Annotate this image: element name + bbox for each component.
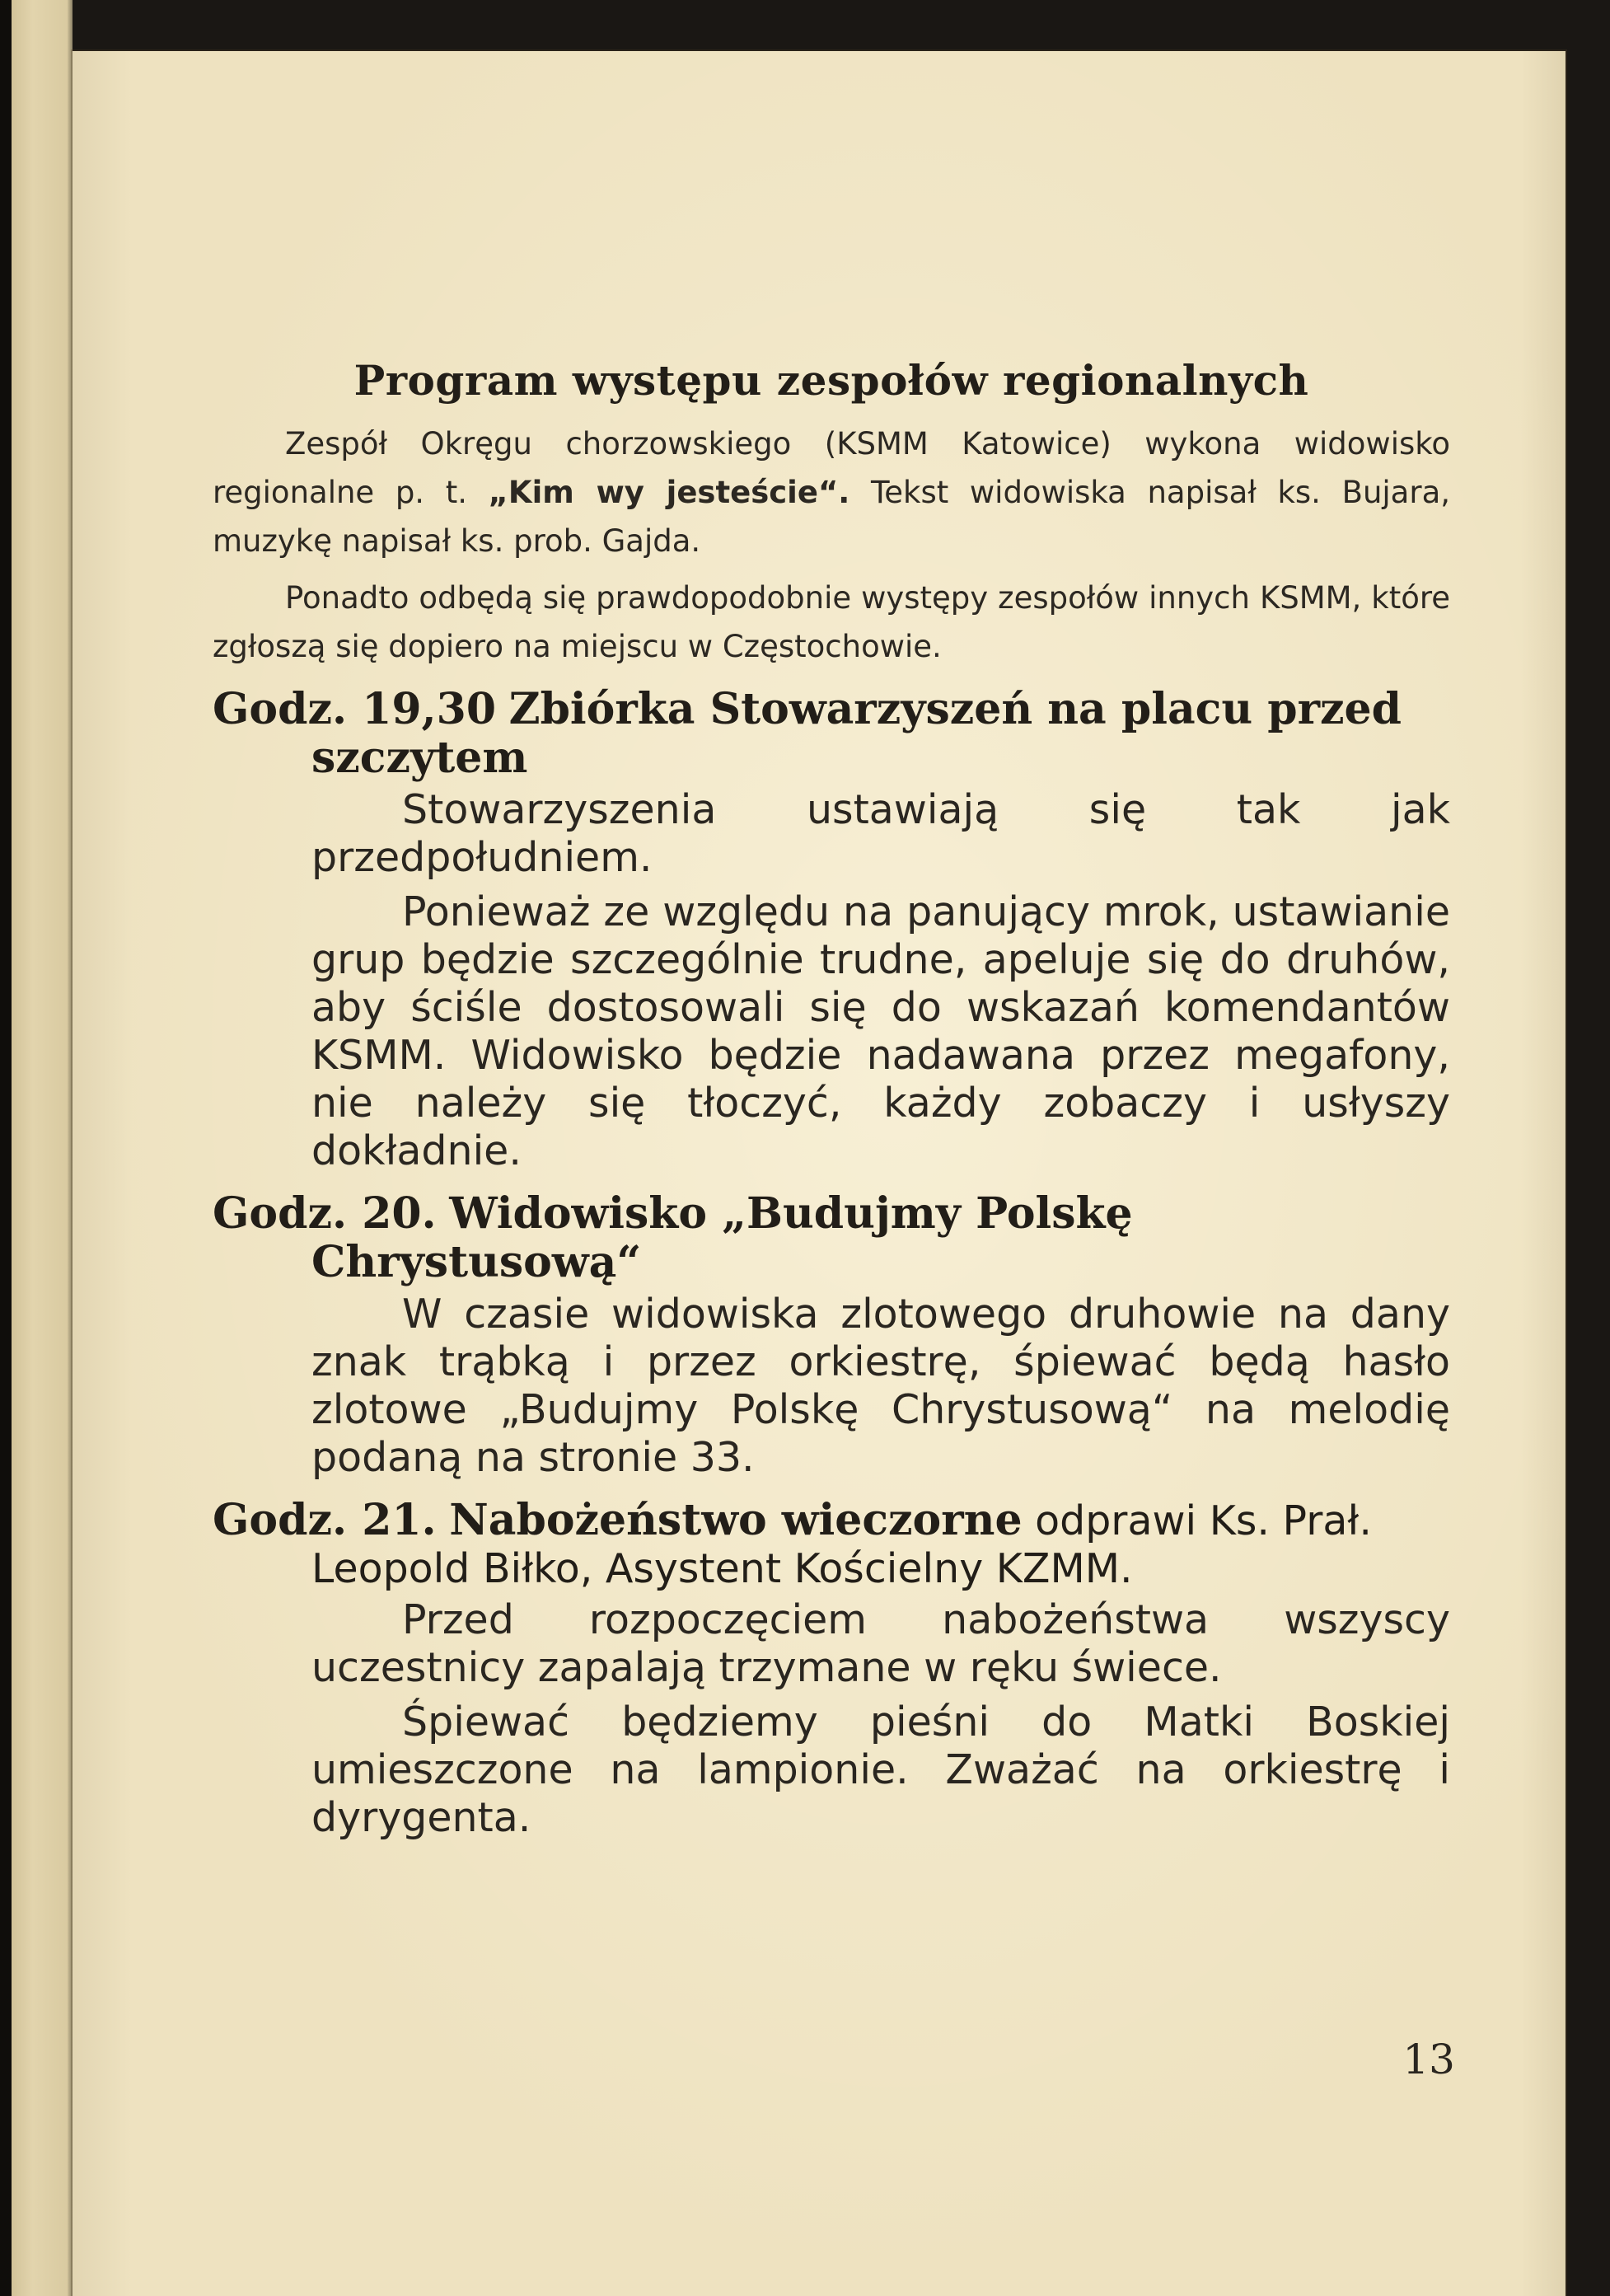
entry-title: Nabożeństwo wieczorne <box>449 1495 1023 1545</box>
section-heading: Program występu zespołów regionalnych <box>353 356 1309 405</box>
entry-title-rest: odprawi Ks. Prał. Leopold Biłko, Asystent Kościelny KZMM. <box>311 1497 1372 1592</box>
entry-paragraph: W czasie widowiska zlotowego druhowie na dany znak trąbką i przez orkiestrę, śpiewać będą hasło zlotowe „Budujmy Polskę Chrystusową“ na melodię podaną na stronie 33. <box>311 1291 1450 1481</box>
entry-heading <box>213 1497 1450 1593</box>
schedule-entry <box>213 1497 1450 1842</box>
page-content <box>213 356 1450 1842</box>
entry-paragraph: Śpiewać będziemy pieśni do Matki Boskiej umieszczone na lampionie. Zważać na orkiestrę i dyrygenta. <box>311 1699 1450 1841</box>
entry-time: Godz. 21. <box>213 1495 437 1545</box>
entry-heading <box>213 686 1450 783</box>
entry-paragraph: Ponieważ ze względu na panujący mrok, ustawianie grup będzie szczególnie trudne, apeluje się do druhów, aby ściśle dostosowali się do wskazań komendantów KSMM. Widowisko będzie nadawana przez megafony, nie należy się tłoczyć, każdy zobaczy i usłyszy dokładnie. <box>311 888 1450 1174</box>
intro-text-a: Zespół Okręgu chorzowskiego (KSMM Katowice) wykona widowisko regionalne p. t. <box>213 426 1450 510</box>
book-page <box>73 51 1566 2296</box>
schedule-entry <box>213 1190 1450 1482</box>
entry-title: Widowisko „Budujmy Polskę Chrystusową“ <box>311 1188 1133 1287</box>
facing-page-edge <box>0 0 73 2296</box>
entry-title: Zbiórka Stowarzyszeń na placu przed szczytem <box>311 684 1402 783</box>
entry-paragraph: Przed rozpoczęciem nabożeństwa wszyscy uczestnicy zapalają trzymane w ręku świece. <box>311 1596 1450 1691</box>
schedule-entry <box>213 686 1450 1175</box>
entry-heading <box>213 1190 1450 1287</box>
page-number: 13 <box>1402 2036 1455 2083</box>
entry-paragraph: Stowarzyszenia ustawiają się tak jak przedpołudniem. <box>311 786 1450 881</box>
intro-paragraph-2: Ponadto odbędą się prawdopodobnie występy zespołów innych KSMM, które zgłoszą się dopiero na miejscu w Częstochowie. <box>213 580 1450 664</box>
entry-time: Godz. 19,30 <box>213 684 497 734</box>
entry-time: Godz. 20. <box>213 1188 437 1239</box>
intro-text-b: Tekst widowiska napisał ks. Bujara, muzykę napisał ks. prob. Gajda. <box>213 475 1450 559</box>
intro-paragraph-1 <box>213 419 1450 565</box>
binding-shadow <box>0 0 12 2296</box>
play-title: „Kim wy jesteście“. <box>488 475 850 510</box>
